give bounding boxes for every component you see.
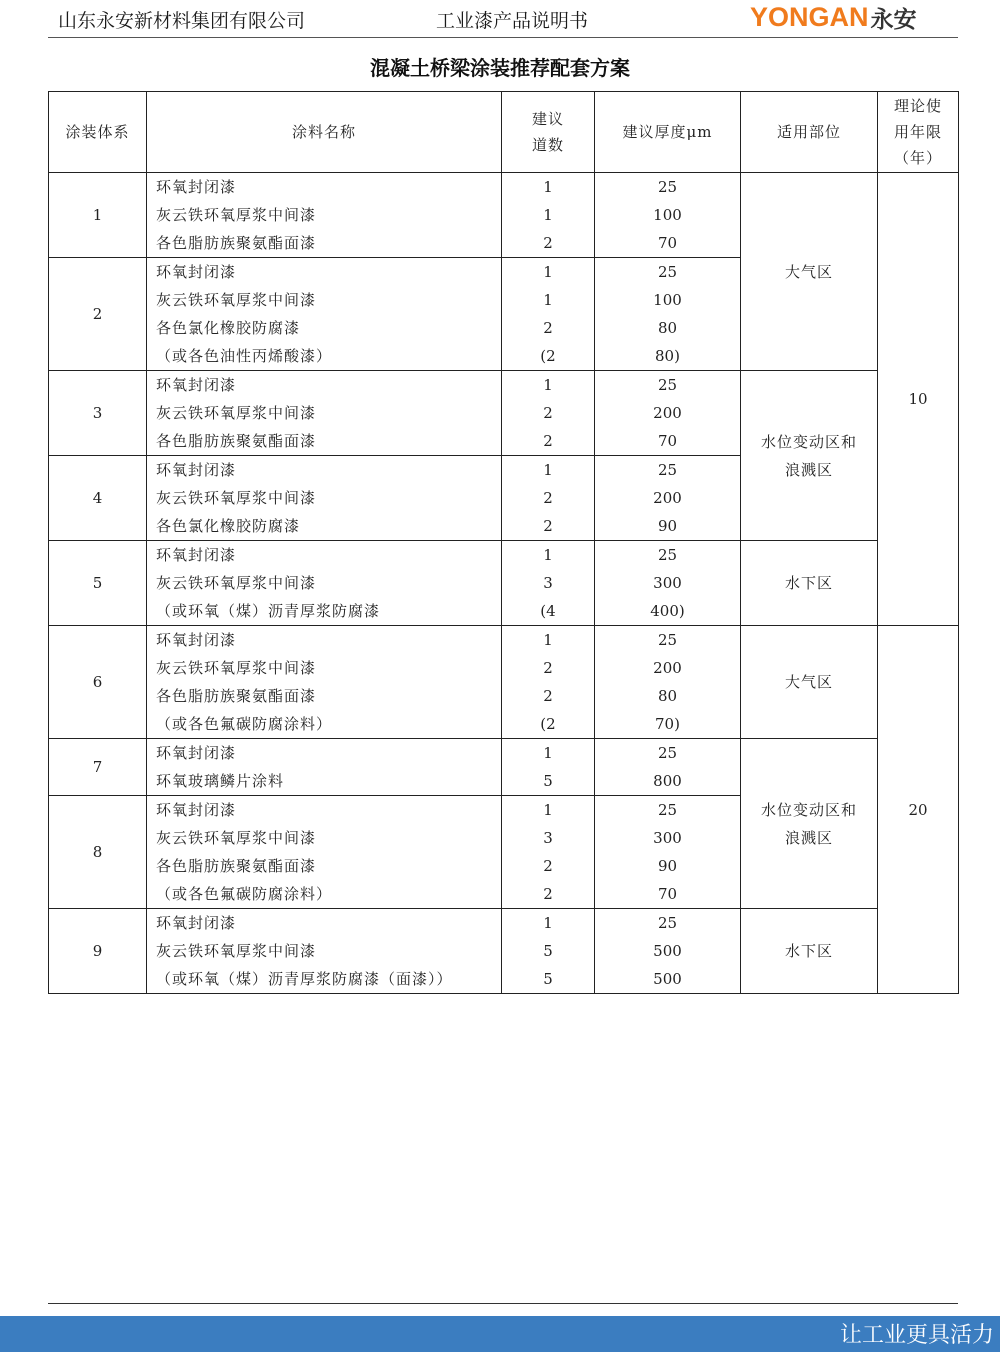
coating-name: （或各色油性丙烯酸漆） [156, 347, 333, 365]
thickness-value: 80) [655, 347, 680, 365]
thickness-value: 25 [657, 263, 678, 281]
thickness-cell [595, 371, 741, 456]
table-row [49, 909, 959, 994]
coating-name: （或环氧（煤）沥青厚浆防腐漆 [156, 602, 381, 620]
document-title: 工业漆产品说明书 [436, 10, 589, 32]
coating-name: 各色脂肪族聚氨酯面漆 [156, 432, 317, 450]
coating-name: 环氧封闭漆 [156, 376, 237, 394]
thickness-value: 25 [657, 546, 678, 564]
coats-value: 1 [543, 631, 553, 649]
coats-value: 1 [543, 178, 553, 196]
coats-value: 1 [543, 914, 553, 932]
thickness-value: 25 [657, 461, 678, 479]
page-title: 混凝土桥梁涂装推荐配套方案 [370, 56, 630, 80]
coats-value: 1 [543, 461, 553, 479]
coating-name: 各色脂肪族聚氨酯面漆 [156, 234, 317, 252]
coating-name: 环氧封闭漆 [156, 263, 237, 281]
page-header [0, 0, 1000, 40]
coating-names-cell [147, 626, 502, 739]
coats-cell [502, 371, 595, 456]
location-cell [741, 371, 878, 541]
location-text: 大气区 [784, 262, 833, 281]
thickness-value: 400) [650, 602, 685, 620]
thickness-value: 25 [657, 914, 678, 932]
coats-value: 1 [543, 376, 553, 394]
coating-name: 环氧封闭漆 [156, 801, 237, 819]
footer-divider [48, 1303, 958, 1304]
coats-value: 2 [543, 234, 553, 252]
service-life-cell: 20 [878, 626, 959, 994]
thickness-value: 25 [657, 744, 678, 762]
coating-names-cell [147, 173, 502, 258]
coats-value: 1 [543, 546, 553, 564]
coats-cell [502, 258, 595, 371]
thickness-value: 500 [653, 942, 682, 960]
coats-value: 2 [543, 404, 553, 422]
coats-value: (2 [540, 347, 556, 365]
coats-value: 2 [543, 517, 553, 535]
thickness-cell [595, 258, 741, 371]
coats-value: 5 [543, 970, 553, 988]
coating-scheme-table [48, 91, 959, 994]
coats-value: 1 [543, 291, 553, 309]
system-number: 1 [49, 173, 147, 258]
thickness-value: 80 [657, 319, 678, 337]
coats-cell [502, 626, 595, 739]
coats-cell [502, 909, 595, 994]
coating-name: 环氧封闭漆 [156, 461, 237, 479]
coating-name: 灰云铁环氧厚浆中间漆 [156, 489, 317, 507]
location-cell [741, 541, 878, 626]
coats-value: 2 [543, 885, 553, 903]
coats-value: 1 [543, 263, 553, 281]
system-number: 5 [49, 541, 147, 626]
coats-value: 3 [543, 829, 553, 847]
thickness-value: 25 [657, 178, 678, 196]
thickness-cell [595, 541, 741, 626]
system-number: 3 [49, 371, 147, 456]
location-text: 浪溅区 [784, 828, 833, 847]
location-text: 水下区 [784, 574, 833, 592]
coating-name: （或各色氟碳防腐涂料） [156, 715, 333, 733]
coating-name: 灰云铁环氧厚浆中间漆 [156, 206, 317, 224]
yongan-logo [750, 2, 917, 32]
thickness-value: 200 [653, 659, 682, 677]
footer-slogan: 让工业更具活力 [839, 1323, 994, 1348]
coats-value: 1 [543, 206, 553, 224]
coating-name: 灰云铁环氧厚浆中间漆 [156, 942, 317, 960]
location-text: 水位变动区和 [760, 432, 857, 451]
table-row [49, 541, 959, 626]
company-name: 山东永安新材料集团有限公司 [58, 10, 306, 32]
thickness-cell [595, 173, 741, 258]
logo-chinese-text: 永安 [870, 6, 917, 33]
coating-name: 灰云铁环氧厚浆中间漆 [156, 404, 317, 422]
location-cell [741, 739, 878, 909]
header-thickness: 建议厚度μm [595, 92, 741, 173]
location-text: 水下区 [784, 942, 833, 960]
header-location: 适用部位 [741, 92, 878, 173]
coats-value: (2 [540, 715, 556, 733]
system-number: 8 [49, 796, 147, 909]
thickness-cell [595, 456, 741, 541]
coating-names-cell [147, 739, 502, 796]
header-system: 涂装体系 [49, 92, 147, 173]
coats-value: 5 [543, 942, 553, 960]
location-cell [741, 626, 878, 739]
header-service-life: 理论使 用年限 （年） [878, 92, 959, 173]
coating-name: 环氧封闭漆 [156, 178, 237, 196]
coating-name: 各色氯化橡胶防腐漆 [156, 319, 301, 337]
thickness-value: 300 [653, 574, 682, 592]
thickness-value: 70 [657, 885, 678, 903]
coats-value: 2 [543, 857, 553, 875]
location-cell [741, 173, 878, 371]
coats-cell [502, 173, 595, 258]
table-row [49, 626, 959, 739]
coats-value: 5 [543, 772, 553, 790]
thickness-value: 25 [657, 801, 678, 819]
coats-cell [502, 541, 595, 626]
table-header-row [49, 92, 959, 173]
system-number: 4 [49, 456, 147, 541]
header-divider [48, 37, 958, 38]
thickness-value: 300 [653, 829, 682, 847]
coats-value: 2 [543, 432, 553, 450]
coating-name: 环氧封闭漆 [156, 914, 237, 932]
coating-names-cell [147, 541, 502, 626]
system-number: 7 [49, 739, 147, 796]
coating-name: 各色脂肪族聚氨酯面漆 [156, 857, 317, 875]
coats-value: 2 [543, 319, 553, 337]
logo-latin-text: YONGAN [750, 1, 869, 32]
thickness-value: 70 [657, 432, 678, 450]
coats-cell [502, 456, 595, 541]
table-row [49, 173, 959, 258]
coating-name: 环氧封闭漆 [156, 744, 237, 762]
table-row [49, 739, 959, 796]
location-text: 大气区 [784, 673, 833, 691]
coating-name: （或环氧（煤）沥青厚浆防腐漆（面漆）） [156, 970, 453, 988]
table-row [49, 371, 959, 456]
coating-names-cell [147, 909, 502, 994]
thickness-value: 100 [653, 206, 682, 224]
thickness-value: 200 [653, 489, 682, 507]
thickness-cell [595, 796, 741, 909]
location-cell [741, 909, 878, 994]
coating-name: 灰云铁环氧厚浆中间漆 [156, 291, 317, 309]
coating-name: 各色脂肪族聚氨酯面漆 [156, 687, 317, 705]
thickness-cell [595, 626, 741, 739]
thickness-value: 70 [657, 234, 678, 252]
coats-value: 2 [543, 687, 553, 705]
coating-names-cell [147, 456, 502, 541]
header-coating-name: 涂料名称 [147, 92, 502, 173]
coating-names-cell [147, 796, 502, 909]
thickness-value: 100 [653, 291, 682, 309]
thickness-value: 90 [657, 517, 678, 535]
coats-value: (4 [540, 602, 556, 620]
thickness-value: 25 [657, 376, 678, 394]
coats-value: 2 [543, 489, 553, 507]
thickness-value: 80 [657, 687, 678, 705]
coating-name: 灰云铁环氧厚浆中间漆 [156, 574, 317, 592]
coating-name: 环氧封闭漆 [156, 631, 237, 649]
coating-name: 灰云铁环氧厚浆中间漆 [156, 829, 317, 847]
coating-name: 各色氯化橡胶防腐漆 [156, 517, 301, 535]
footer-bar [0, 1316, 1000, 1352]
location-text: 浪溅区 [784, 460, 833, 479]
coating-name: 灰云铁环氧厚浆中间漆 [156, 659, 317, 677]
thickness-value: 200 [653, 404, 682, 422]
system-number: 9 [49, 909, 147, 994]
coating-name: 环氧封闭漆 [156, 546, 237, 564]
thickness-cell [595, 909, 741, 994]
coating-name: （或各色氟碳防腐涂料） [156, 885, 333, 903]
coating-names-cell [147, 371, 502, 456]
system-number: 6 [49, 626, 147, 739]
thickness-cell [595, 739, 741, 796]
coats-cell [502, 739, 595, 796]
header-coats: 建议 道数 [502, 92, 595, 173]
coating-name: 环氧玻璃鳞片涂料 [156, 772, 285, 790]
thickness-value: 500 [653, 970, 682, 988]
thickness-value: 90 [657, 857, 678, 875]
thickness-value: 25 [657, 631, 678, 649]
coats-value: 1 [543, 744, 553, 762]
service-life-cell: 10 [878, 173, 959, 626]
system-number: 2 [49, 258, 147, 371]
coats-value: 2 [543, 659, 553, 677]
thickness-value: 70) [655, 715, 680, 733]
coats-value: 1 [543, 801, 553, 819]
coats-value: 3 [543, 574, 553, 592]
coats-cell [502, 796, 595, 909]
location-text: 水位变动区和 [760, 800, 857, 819]
coating-names-cell [147, 258, 502, 371]
thickness-value: 800 [653, 772, 682, 790]
